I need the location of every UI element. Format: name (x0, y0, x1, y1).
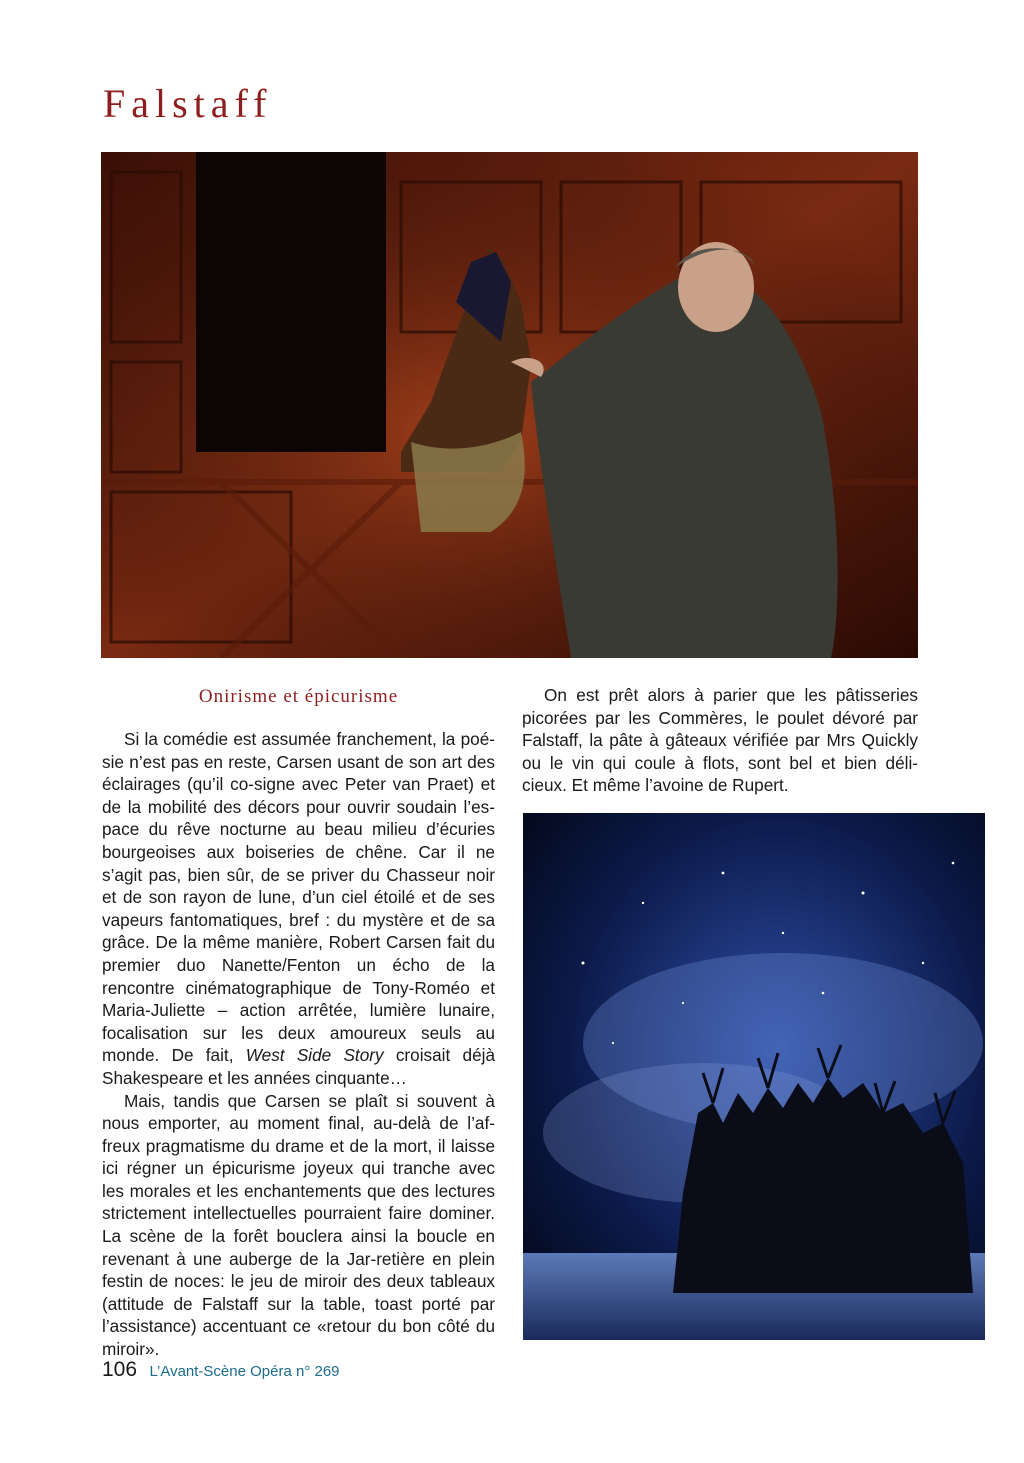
section-heading: Onirisme et épicurisme (198, 686, 399, 707)
forest-scene-photo (523, 813, 985, 1340)
publication-name: L’Avant-Scène Opéra n° 269 (149, 1363, 340, 1380)
forest-scene-illustration (523, 813, 985, 1340)
paragraph: Mais, tandis que Carsen se plaît si souvent à nous emporter, au moment final, au-delà de l’af-freux pragmatisme du drame et de la mort, il laisse ici régner un épicurisme joyeux qui tranche avec les morales et les enchantements que des lectures strictement intellectuelles pourraient faire dominer. La scène de la forêt bouclera ainsi la boucle en revenant à une auberge de la Jar-retière en plein festin de noces: le jeu de miroir des deux tableaux (attitude de Falstaff sur la table, toast porté par l’assistance) accentuant ce «retour du bon côté du miroir». (102, 1090, 495, 1360)
paragraph (102, 728, 495, 1090)
right-column (522, 684, 918, 797)
italic-title: West Side Story (245, 1045, 384, 1066)
paragraph: On est prêt alors à parier que les pâtisseries picorées par les Commères, le poulet dévoré par Falstaff, la pâte à gâteaux vérifiée par Mrs Quickly ou le vin qui coule à flots, sont bel et bien déli-cieux. Et même l’avoine de Rupert. (522, 685, 918, 796)
page-number: 106 (102, 1358, 138, 1381)
paragraph-text: croisait déjà Shakespeare et les années cinquante… (102, 1045, 496, 1088)
page-footer (102, 1358, 340, 1382)
left-column (102, 728, 495, 1361)
page-title: Falstaff (103, 81, 273, 126)
stable-scene-illustration (101, 152, 918, 658)
paragraph-text: Si la comédie est assumée franchement, la poé-sie n’est pas en reste, Carsen usant de son art des éclairages (qu’il co-signe avec Peter van Praet) et de la mobilité des décors pour ouvrir soudain l’es-pace du rêve nocturne au beau milieu d’écuries bourgeoises aux boiseries de chêne. Car il ne s’agit pas, bien sûr, de se priver du Chasseur noir et de son rayon de lune, d’un ciel étoilé et de ses vapeurs fantomatiques, bref : du mystère et de sa grâce. De la même manière, Robert Carsen fait du premier duo Nanette/Fenton un écho de la rencontre cinématographique de Tony-Roméo et Maria-Juliette – action arrêtée, lumière lunaire, focalisation sur les deux amoureux seuls au monde. De fait, (102, 729, 495, 1066)
stable-scene-photo (101, 152, 918, 658)
